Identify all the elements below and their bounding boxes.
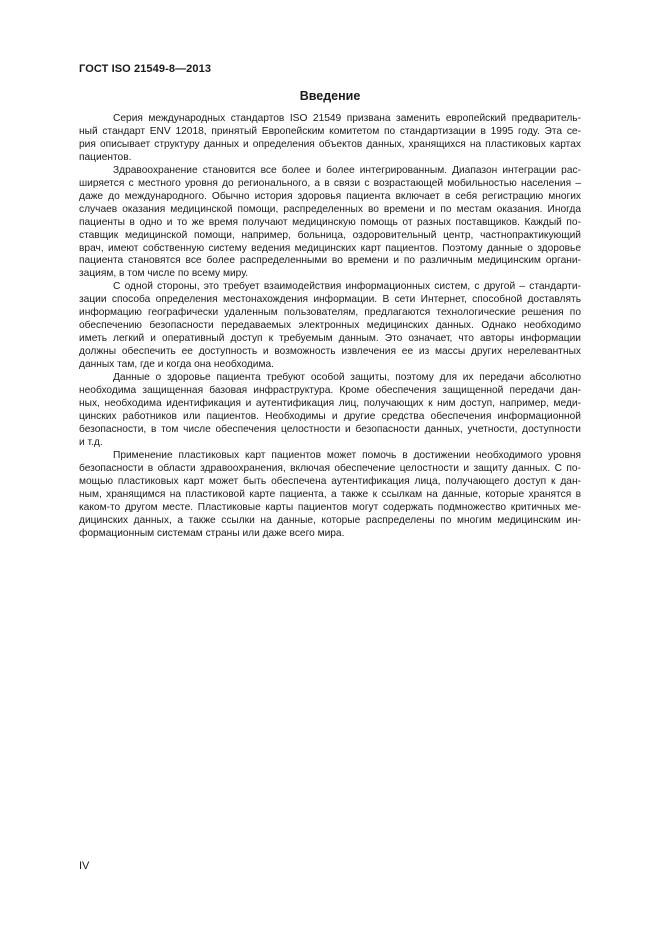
text-line: каком-то другом месте. Пластиковые карты пациентов могут содержать подмножество критичных ме- bbox=[79, 501, 581, 513]
text-line: ный стандарт ENV 12018, принятый Европейским комитетом по стандартизации в 1995 году. Эта се- bbox=[79, 125, 581, 137]
text-line: Применение пластиковых карт пациентов может помочь в достижении необходимого уровня bbox=[113, 449, 581, 461]
text-line: Здравоохранение становится все более и более интегрированным. Диапазон интеграции рас- bbox=[113, 164, 581, 176]
text-line: необходима защищенная базовая инфраструктура. Кроме обеспечения защищенной передачи дан- bbox=[79, 385, 581, 397]
text-line: пациенты в одно и то же время получают медицинскую помощь от разных поставщиков. Каждый по- bbox=[79, 216, 581, 228]
text-line: даже до международного. Обычно история здоровья пациента включает в себя регистрацию многих bbox=[79, 190, 581, 202]
paragraph bbox=[79, 113, 581, 165]
text-line: ширяется с местного уровня до регионального, а в связи с возрастающей мобильностью населения – bbox=[79, 177, 581, 189]
text-line: безопасности, в том числе обеспечения целостности и безопасности данных, учетности, доступности bbox=[79, 423, 581, 435]
text-line: должны обеспечить ее доступность и возможность извлечения ее из массы других нерелевантных bbox=[79, 346, 581, 358]
text-line: и т.д. bbox=[79, 436, 103, 448]
text-line: формационным системам страны или даже всего мира. bbox=[79, 527, 345, 539]
text-line: Серия международных стандартов ISO 21549 призвана заменить европейский предваритель- bbox=[113, 113, 581, 124]
text-line: ных, необходима идентификация и аутентификация лиц, получающих к ним доступ, например, меди- bbox=[79, 397, 581, 409]
text-line: зации способа определения местонахождения информации. В сети Интернет, способной доставлять bbox=[79, 294, 581, 306]
text-line: данных там, где и когда она необходима. bbox=[79, 359, 274, 371]
text-line: пациента становятся все более распределенными во времени и по различным медицинским органи- bbox=[79, 255, 581, 267]
text-line: рия описывает структуру данных и определения объектов данных, хранящихся на пластиковых картах bbox=[79, 138, 581, 150]
text-line: обеспечению безопасности передаваемых электронных медицинских данных. Однако необходимо bbox=[79, 320, 581, 332]
text-line: ставщик медицинской помощи, например, больница, оздоровительный центр, частнопрактикующий bbox=[79, 229, 581, 241]
page-number: IV bbox=[79, 860, 90, 872]
section-title: Введение bbox=[299, 89, 361, 103]
document-header: ГОСТ ISO 21549-8—2013 bbox=[79, 63, 212, 75]
text-line: врач, имеют собственную систему ведения медицинских карт пациентов. Поэтому данные о здоровье bbox=[79, 242, 581, 254]
body-text bbox=[79, 113, 581, 540]
text-line: ным, хранящимся на пластиковой карте пациента, а также к ссылкам на данные, которые хранятся в bbox=[79, 488, 581, 500]
text-line: С одной стороны, это требует взаимодействия информационных систем, с другой – стандарти- bbox=[113, 281, 581, 293]
text-line: Данные о здоровье пациента требуют особой защиты, поэтому для их передачи абсолютно bbox=[113, 372, 581, 384]
paragraph bbox=[79, 165, 581, 282]
text-line: информацию географически удаленным пользователям, предлагаются технологические решения по bbox=[79, 307, 581, 319]
text-line: зациям, в том числе по всему миру. bbox=[79, 268, 249, 280]
paragraph bbox=[79, 281, 581, 372]
text-line: цинских работников или пациентов. Необходимы и другие средства обеспечения информационной bbox=[79, 410, 581, 422]
text-line: случаев оказания медицинской помощи, распределенных во времени и по местам оказания. Иногда bbox=[79, 203, 581, 215]
text-line: мощью пластиковых карт может быть обеспечена аутентификация лица, получающего доступ к дан- bbox=[79, 475, 581, 487]
text-line: дицинских данных, а также ссылки на данные, которые распределены по многим медицинским ин- bbox=[79, 514, 581, 526]
paragraph bbox=[79, 450, 581, 541]
text-line: безопасности в области здравоохранения, включая обеспечение целостности и защиту данных. С по- bbox=[79, 462, 581, 474]
paragraph bbox=[79, 372, 581, 450]
text-line: пациентов. bbox=[79, 151, 132, 163]
text-line: иметь легкий и оперативный доступ к требуемым данным. Это означает, что авторы информации bbox=[79, 333, 581, 345]
